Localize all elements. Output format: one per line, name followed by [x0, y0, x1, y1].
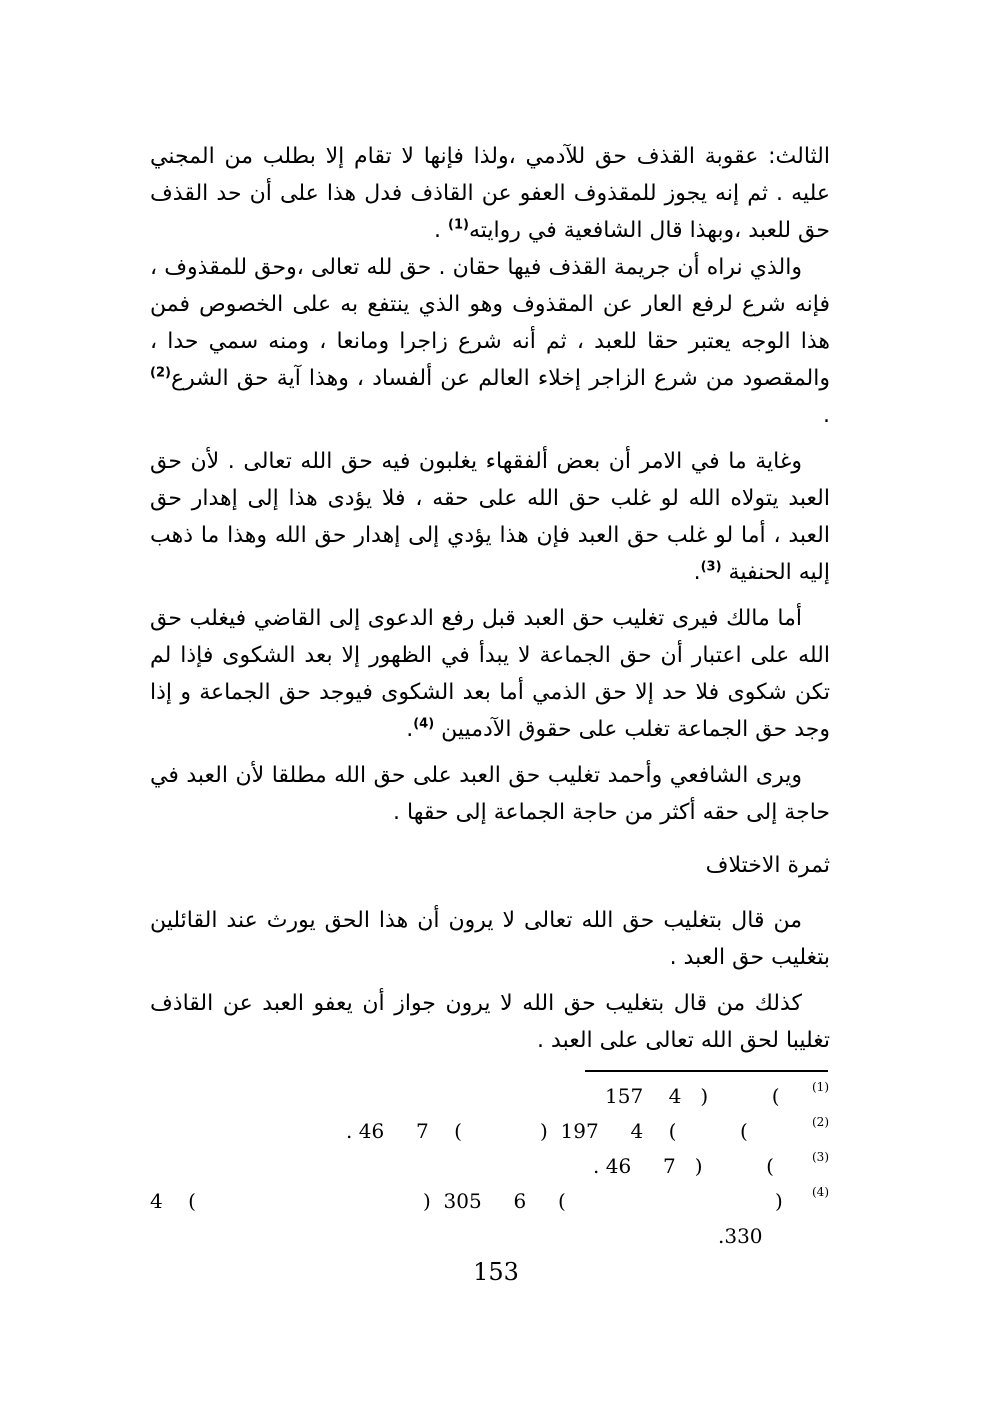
page-number: 153	[473, 1258, 519, 1286]
footnote-4-number: (4)	[812, 1185, 829, 1199]
footnote-4-text-middle: ) 305 6 (	[423, 1189, 566, 1213]
footnote-separator	[585, 1070, 828, 1072]
body-text	[150, 138, 830, 1059]
paragraph-7: كذلك من قال بتغليب حق الله لا يرون جواز أن يعفو العبد عن القاذف تغليبا لحق الله تعالى على العبد .	[150, 991, 830, 1053]
paragraph-1: الثالث: عقوبة القذف حق للآدمي ،ولذا فإنها لا تقام إلا بطلب من المجني عليه . ثم إنه يجوز للمقذوف العفو عن القاذف فدل هذا على أن حد القذف حق للعبد ،وبهذا قال الشافعية في روايته$^{(1)}$ .	[150, 144, 830, 243]
paragraph-5: ويرى الشافعي وأحمد تغليب حق العبد على حق الله مطلقا لأن العبد في حاجة إلى حقه أكثر من حاجة الجماعة إلى حقها .	[150, 763, 830, 825]
paragraph-2: والذي نراه أن جريمة القذف فيها حقان . حق لله تعالى ،وحق للمقذوف ، فإنه شرع لرفع العار عن المقذوف وهو الذي ينتفع به على الخصوص فمن هذا الوجه يعتبر حقا للعبد ، ثم أنه شرع زاجرا ومانعا ، ومنه سمي حدا ، والمقصود من شرع الزاجر إخلاء العالم عن ألفساد ، وهذا آية حق الشرع$^{(2)}$ .	[150, 255, 830, 428]
footnote-2-number: (2)	[812, 1115, 829, 1129]
footnote-4-text-left: 4 (	[150, 1189, 196, 1213]
footnote-2-text-right: ) 197 4 ( (	[540, 1119, 748, 1143]
footnote-4-text-right: )	[775, 1189, 783, 1213]
footnote-3-text: . 46 7 ) (	[593, 1154, 774, 1178]
paragraph-6: من قال بتغليب حق الله تعالى لا يرون أن هذا الحق يورث عند القائلين بتغليب حق العبد .	[150, 908, 830, 970]
footnote-2-text-left: . 46 7 (	[346, 1119, 462, 1143]
section-heading: ثمرة الاختلاف	[705, 853, 830, 878]
footnote-1-text: 157 4 ) (	[605, 1084, 780, 1108]
footnote-3-number: (3)	[812, 1150, 829, 1164]
footnote-1-number: (1)	[812, 1080, 829, 1094]
footnote-4-continuation: .330	[718, 1224, 763, 1248]
paragraph-4: أما مالك فيرى تغليب حق العبد قبل رفع الدعوى إلى القاضي فيغلب حق الله على اعتبار أن حق الجماعة لا يبدأ في الظهور إلا بعد الشكوى فإذا لم تكن شكوى فلا حد إلا حق الذمي أما بعد الشكوى فيوجد حق الجماعة و إذا وجد حق الجماعة تغلب على حقوق الآدميين $^{(4)}$.	[150, 606, 830, 742]
paragraph-3: وغاية ما في الامر أن بعض ألفقهاء يغلبون فيه حق الله تعالى . لأن حق العبد يتولاه الله لو غلب حق الله على حقه ، فلا يؤدى هذا إلى إهدار حق العبد ، أما لو غلب حق العبد فإن هذا يؤدي إلى إهدار حق الله وهذا ما ذهب إليه الحنفية $^{(3)}$.	[150, 449, 830, 585]
